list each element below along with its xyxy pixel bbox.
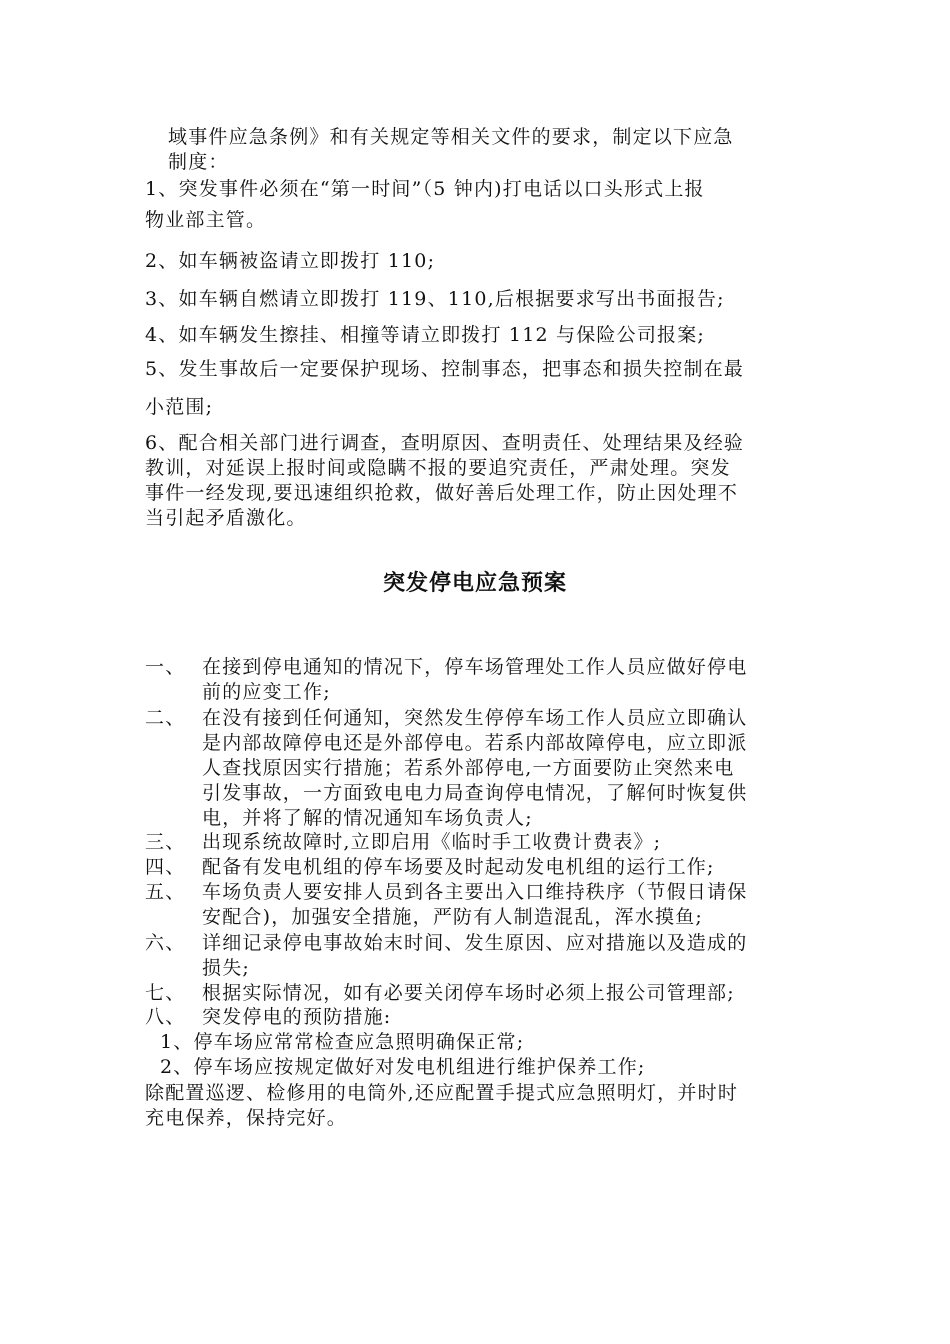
plan-item-2-line: 电，并将了解的情况通知车场负责人; xyxy=(202,807,533,829)
plan-item-6-line: 损失; xyxy=(202,957,251,979)
rule-1-line: 物业部主管。 xyxy=(145,209,267,231)
rule-1-line: 1、突发事件必须在“第一时间”（5 钟内)打电话以口头形式上报 xyxy=(145,178,705,200)
plan-item-7: 根据实际情况，如有必要关闭停车场时必须上报公司管理部; xyxy=(202,982,735,1004)
rule-5-line: 5、发生事故后一定要保护现场、控制事态，把事态和损失控制在最 xyxy=(145,358,745,380)
plan-item-1-line: 前的应变工作; xyxy=(202,681,331,703)
intro-line: 制度： xyxy=(168,151,229,173)
plan-item-2-line: 引发事故，一方面致电电力局查询停电情况，了解何时恢复供 xyxy=(202,782,748,804)
rule-6-line: 6、配合相关部门进行调查，查明原因、查明责任、处理结果及经验 xyxy=(145,432,745,454)
rule-3: 3、如车辆自燃请立即拨打 119、110,后根据要求写出书面报告; xyxy=(145,288,725,310)
section-title: 突发停电应急预案 xyxy=(382,571,567,596)
item-number: 五、 xyxy=(145,881,186,903)
intro-line: 域事件应急条例》和有关规定等相关文件的要求，制定以下应急 xyxy=(168,126,734,148)
closing-line: 除配置巡逻、检修用的电筒外,还应配置手提式应急照明灯，并时时 xyxy=(145,1082,739,1104)
plan-item-4: 配备有发电机组的停车场要及时起动发电机组的运行工作; xyxy=(202,856,715,878)
rule-6-line: 教训，对延误上报时间或隐瞒不报的要追究责任，严肃处理。突发 xyxy=(145,457,731,479)
prevention-step-1: 1、停车场应常常检查应急照明确保正常; xyxy=(160,1031,525,1053)
plan-item-6-line: 详细记录停电事故始末时间、发生原因、应对措施以及造成的 xyxy=(202,932,748,954)
plan-item-8: 突发停电的预防措施: xyxy=(202,1006,392,1028)
closing-line: 充电保养，保持完好。 xyxy=(145,1107,348,1129)
item-number: 七、 xyxy=(145,982,186,1004)
item-number: 四、 xyxy=(145,856,186,878)
prevention-step-2: 2、停车场应按规定做好对发电机组进行维护保养工作; xyxy=(160,1056,646,1078)
item-number: 一、 xyxy=(145,656,186,678)
plan-item-2-line: 在没有接到任何通知，突然发生停停车场工作人员应立即确认 xyxy=(202,707,748,729)
plan-item-2-line: 人查找原因实行措施；若系外部停电,一方面要防止突然来电 xyxy=(202,757,735,779)
rule-6-line: 当引起矛盾激化。 xyxy=(145,507,307,529)
item-number: 六、 xyxy=(145,932,186,954)
rule-4: 4、如车辆发生擦挂、相撞等请立即拨打 112 与保险公司报案; xyxy=(145,324,706,346)
plan-item-3: 出现系统故障时,立即启用《临时手工收费计费表》; xyxy=(202,831,662,853)
rule-2: 2、如车辆被盗请立即拨打 110; xyxy=(145,250,436,272)
item-number: 二、 xyxy=(145,707,186,729)
rule-6-line: 事件一经发现,要迅速组织抢救，做好善后处理工作，防止因处理不 xyxy=(145,482,739,504)
plan-item-1-line: 在接到停电通知的情况下，停车场管理处工作人员应做好停电 xyxy=(202,656,748,678)
plan-item-5-line: 安配合)，加强安全措施，严防有人制造混乱，浑水摸鱼; xyxy=(202,906,704,928)
plan-item-2-line: 是内部故障停电还是外部停电。若系内部故障停电，应立即派 xyxy=(202,732,748,754)
item-number: 八、 xyxy=(145,1006,186,1028)
item-number: 三、 xyxy=(145,831,186,853)
rule-5-line: 小范围; xyxy=(145,396,214,418)
plan-item-5-line: 车场负责人要安排人员到各主要出入口维持秩序（节假日请保 xyxy=(202,881,748,903)
